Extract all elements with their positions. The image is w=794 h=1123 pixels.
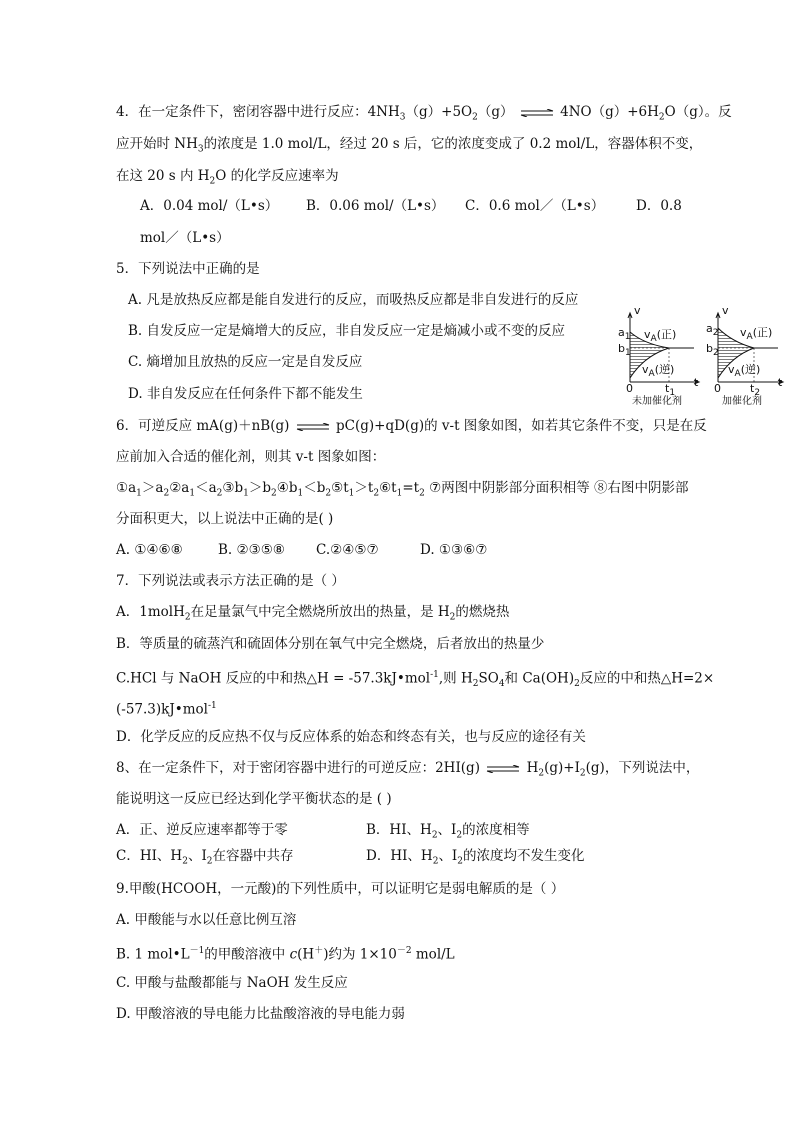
vt-figure: [614, 304, 786, 410]
q6-line-2: 应前加入合适的催化剂，则其 v-t 图象如图：: [116, 449, 386, 465]
q7-option-c[interactable]: C.HCl 与 NaOH 反应的中和热△H = -57.3kJ•mol$^{-1}$,则 $H_2SO_4$和 $Ca(OH)_2$反应的中和热△H=2×: [116, 670, 715, 690]
q8-option-c[interactable]: C．HI、$H_2$、$I_2$在容器中共存: [116, 848, 294, 867]
left-axis-v-label: v: [634, 304, 641, 317]
right-b2-label: $b_2$: [706, 342, 719, 359]
left-a1-label: $a_1$: [618, 326, 631, 343]
q5-stem: 5．下列说法中正确的是: [116, 261, 260, 277]
q4-option-d[interactable]: D．0.8: [636, 198, 682, 214]
reversible-arrow-icon: [296, 423, 330, 431]
right-origin-label: 0: [714, 382, 721, 395]
reversible-arrow-icon: [520, 109, 554, 117]
q6-option-d[interactable]: D. ①③⑥⑦: [420, 542, 488, 558]
q6-subscript: 1: [243, 488, 249, 499]
q6-text-segment: ＞b: [248, 480, 272, 496]
q8-line-2: 能说明这一反应已经达到化学平衡状态的是 ( ): [116, 791, 392, 807]
q4-option-b[interactable]: B．0.06 mol/（L•s）: [306, 198, 445, 214]
right-axis-v-label: v: [722, 304, 729, 317]
q6-subscript: 1: [189, 488, 196, 499]
q6-subscript: 2: [163, 488, 170, 499]
q8-option-b[interactable]: B．HI、$H_2$、$I_2$的浓度相等: [366, 822, 530, 841]
q6-text-segment: ＞t: [354, 480, 374, 496]
q5-option-d[interactable]: D. 非自发反应在任何条件下都不能发生: [128, 386, 363, 402]
q6-option-c[interactable]: C.②④⑤⑦: [316, 542, 379, 558]
q6-subscript: 2: [419, 488, 425, 499]
q4-option-a[interactable]: A．0.04 mol/（L•s）: [140, 198, 279, 214]
right-t2-label: $t_2$: [750, 382, 761, 399]
q7-stem: 7．下列说法或表示方法正确的是（ ）: [116, 573, 345, 589]
q6-subscript: 1: [396, 488, 403, 499]
q6-option-b[interactable]: B. ②③⑤⑧: [218, 542, 285, 558]
q6-line-4: 分面积更大，以上说法中正确的是( ): [116, 511, 334, 527]
right-axis-t-label: t: [778, 376, 783, 389]
right-a2-label: $a_2$: [706, 322, 719, 339]
q6-text-segment: ③b: [222, 480, 244, 496]
q7-option-d[interactable]: D．化学反应的反应热不仅与反应体系的始态和终态有关，也与反应的途径有关: [116, 729, 586, 745]
q8-line-1: 8、在一定条件下，对于密闭容器中进行的可逆反应：2HI(g) $H_2(g)+I_2(g)$，下列说法中，: [116, 760, 700, 779]
q4-line-1: 4．在一定条件下，密闭容器中进行反应：$4NH_3(g)+5O_2(g)$ $4NO(g)+6H_2O(g)$。反: [116, 104, 732, 123]
q6-text-segment: ⑤t: [331, 480, 349, 496]
q7-option-c-cont: (-57.3)kJ•mol$^{-1}$: [116, 701, 217, 718]
q9-stem: 9.甲酸(HCOOH，一元酸)的下列性质中，可以证明它是弱电解质的是（ ）: [116, 881, 565, 897]
left-axis-t-label: t: [694, 376, 699, 389]
q6-subscript: 2: [373, 488, 380, 499]
q6-text-segment: ⑦两图中阴影部分面积相等 ⑧右图中阴影部: [424, 480, 689, 496]
q9-option-a[interactable]: A. 甲酸能与水以任意比例互溶: [116, 912, 297, 928]
q6-line-1: 6．可逆反应 mA(g)＋nB(g) pC(g)+qD(g)的 v-t 图象如图，如若其它条件不变，只是在反: [116, 418, 707, 434]
right-reverse-rate-label: $v_A$(逆): [728, 363, 761, 380]
q6-subscript: 2: [216, 488, 223, 499]
q6-subscript: 1: [136, 488, 142, 499]
q6-text-segment: ④b: [276, 480, 298, 496]
q5-option-a[interactable]: A. 凡是放热反应都是能自发进行的反应，而吸热反应都是非自发进行的反应: [128, 292, 579, 308]
left-forward-rate-label: $v_A$(正): [644, 328, 677, 345]
q9-option-d[interactable]: D. 甲酸溶液的导电能力比盐酸溶液的导电能力弱: [116, 1006, 405, 1022]
q6-text-segment: ＜a: [195, 480, 217, 496]
q8-option-d[interactable]: D．HI、$H_2$、$I_2$的浓度均不发生变化: [366, 848, 585, 867]
left-origin-label: 0: [626, 382, 633, 395]
reversible-arrow-icon: [486, 765, 520, 773]
q8-option-a[interactable]: A．正、逆反应速率都等于零: [116, 822, 288, 838]
q6-text-segment: ①a: [116, 480, 137, 496]
q6-subscript: 2: [271, 488, 277, 499]
q6-option-a[interactable]: A. ①④⑥⑧: [116, 542, 183, 558]
q6-text-segment: ＞a: [141, 480, 164, 496]
right-graph-caption: 加催化剂: [722, 396, 762, 407]
q5-option-b[interactable]: B. 自发反应一定是熵增大的反应，非自发反应一定是熵减小或不变的反应: [128, 323, 566, 339]
q6-text-segment: ⑥t: [379, 480, 397, 496]
left-b1-label: $b_1$: [618, 342, 631, 359]
left-reverse-rate-label: $v_A$(逆): [642, 363, 675, 380]
q5-option-c[interactable]: C. 熵增加且放热的反应一定是自发反应: [128, 354, 363, 370]
q6-text-segment: =t: [402, 480, 420, 496]
q4-line-2: 应开始时 $NH_3$的浓度是 1.0 mol/L，经过 20 s 后，它的浓度变成了 0.2 mol/L，容器体积不变，: [116, 136, 703, 155]
q4-line-3: 在这 20 s 内 $H_2O$ 的化学反应速率为: [116, 168, 339, 187]
q6-subscript: 1: [297, 488, 304, 499]
q6-line-3: [116, 478, 689, 504]
right-forward-rate-label: $v_A$(正): [740, 326, 773, 343]
q4-option-c[interactable]: C．0.6 mol／（L•s）: [465, 198, 605, 214]
q6-text-segment: ＜b: [303, 480, 326, 496]
q4-option-d-cont: mol／（L•s）: [140, 230, 230, 246]
left-t1-label: $t_1$: [665, 382, 676, 399]
q9-option-b[interactable]: B. 1 $mol•L^{-1}$的甲酸溶液中 c(H＋)约为 $1\times 10^{-2}$ mol/L: [116, 946, 455, 963]
q6-subscript: 2: [325, 488, 332, 499]
left-graph-caption: 未加催化剂: [632, 396, 682, 407]
q7-option-a[interactable]: A．1molH$_2$在足量氯气中完全燃烧所放出的热量，是 $H_2$的燃烧热: [116, 604, 510, 623]
q6-text-segment: ②a: [169, 480, 190, 496]
q6-subscript: 1: [348, 488, 355, 499]
q9-option-c[interactable]: C. 甲酸与盐酸都能与 NaOH 发生反应: [116, 975, 348, 991]
q7-option-b[interactable]: B．等质量的硫蒸汽和硫固体分别在氧气中完全燃烧，后者放出的热量少: [116, 636, 545, 652]
